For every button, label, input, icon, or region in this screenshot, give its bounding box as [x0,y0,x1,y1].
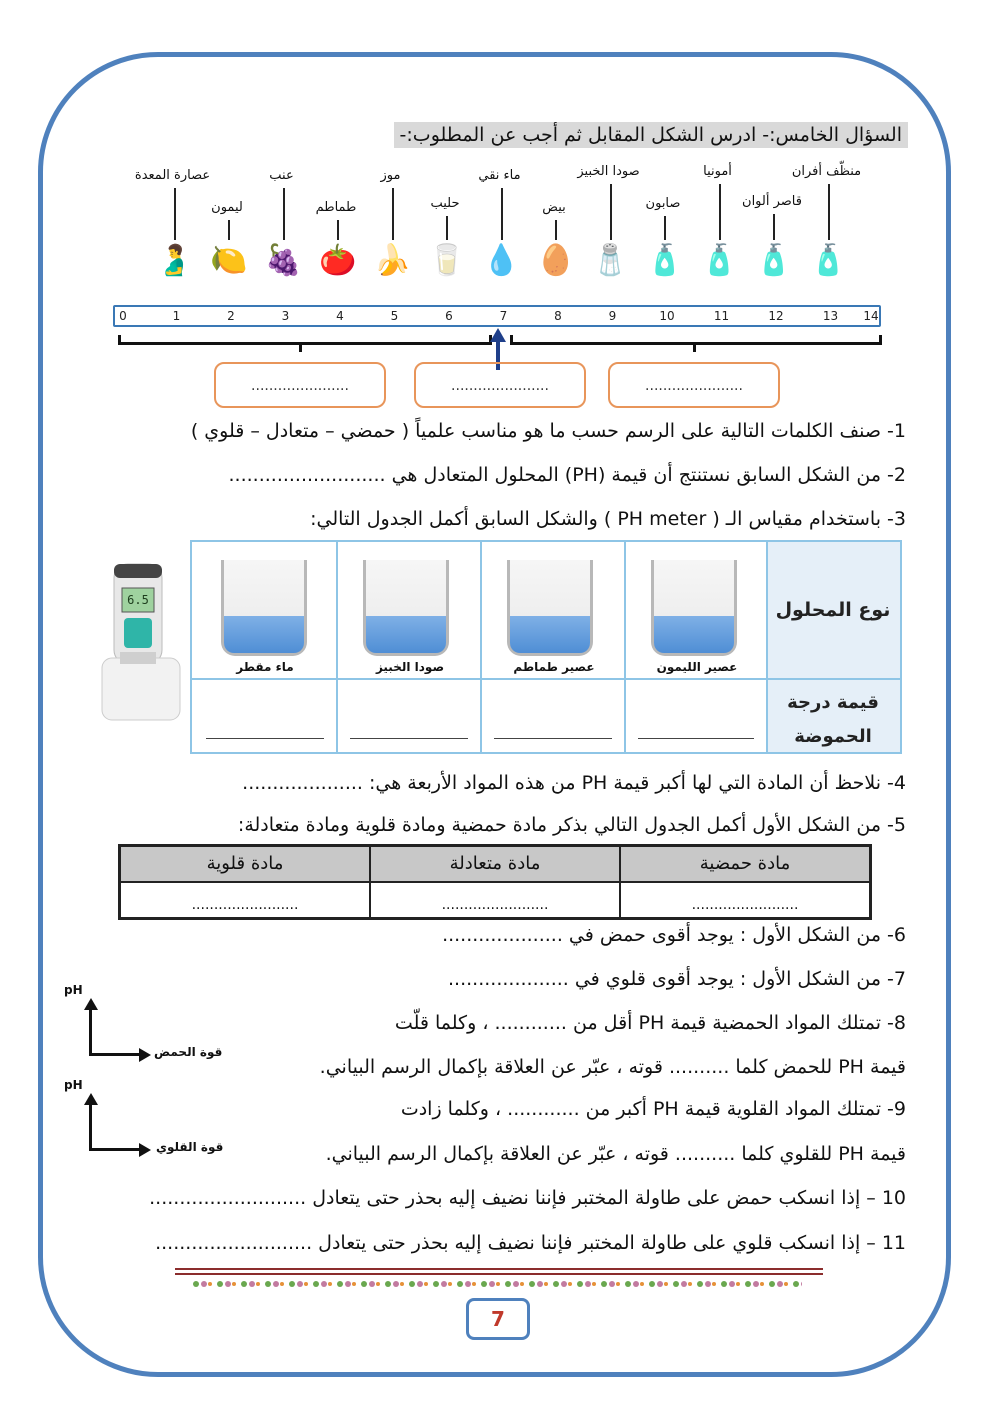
question-2: 2- من الشكل السابق نستنتج أن قيمة (PH) المحلول المتعادل هي .......................... [228,464,906,486]
beaker-icon [651,560,737,656]
lemon-icon: 🍋 [210,243,248,278]
water-bottle-icon: 💧 [482,243,521,278]
blank-basic[interactable]: ........................ [120,882,370,918]
graph1-y-label: pH [64,983,83,997]
page-number: 7 [466,1298,530,1340]
scale-item-pointer [283,188,285,240]
ph-tick-label: 14 [863,309,879,323]
graph2-x-label: قوة القلوي [156,1140,224,1154]
graph1-x-axis [89,1053,141,1056]
scale-item-label: ليمون [211,200,243,215]
stomach-icon: 🫃 [155,243,194,278]
footer-rule [175,1273,823,1275]
ph-tick-label: 10 [659,309,675,323]
ph-meter-display: 6.5 [127,593,149,607]
scale-item-pointer [773,214,775,240]
scale-item-label: موز [380,168,401,183]
graph1-x-label: قوة الحمض [154,1045,223,1059]
graph1-y-axis [89,1008,92,1056]
header-basic: مادة قلوية [120,846,370,882]
question-8b: قيمة PH للحمض كلما .......... قوته ، عبّر عن العلاقة بإكمال الرسم البياني. [319,1056,906,1078]
question-4: 4- نلاحظ أن المادة التي لها أكبر قيمة PH من هذه المواد الأربعة هي: .................... [242,772,906,794]
ph-tick-label: 6 [445,309,453,323]
scale-item-label: ماء نقي [478,168,521,183]
scale-item-pointer [228,220,230,240]
answer-box-basic[interactable]: ...................... [608,362,780,408]
ph-tick-label: 12 [768,309,784,323]
acid-brace [118,335,492,345]
question-6: 6- من الشكل الأول : يوجد أقوى حمض في .................... [442,924,906,946]
ph-tick-label: 11 [713,309,730,323]
graph2-x-axis [89,1148,141,1151]
scale-item-pointer [719,184,721,240]
grapes-icon: 🍇 [264,243,303,278]
answer-box-neutral[interactable]: ...................... [414,362,586,408]
footer-rule [175,1268,823,1270]
ph-tick-label: 5 [390,309,399,323]
row-header-acidity-value: قيمة درجة الحموضة [766,680,900,752]
graph2-y-label: pH [64,1078,83,1092]
blank-acidic[interactable]: ........................ [620,882,870,918]
scale-item-label: صابون [645,196,681,211]
materials-table [118,844,872,920]
row-header-solution-type: نوع المحلول [766,542,900,678]
scale-item-label: عنب [269,168,294,183]
scale-item-pointer [392,188,394,240]
scale-item-pointer [174,188,176,240]
question-5: 5- من الشكل الأول أكمل الجدول التالي بذكر مادة حمضية ومادة قلوية ومادة متعادلة: [237,814,906,836]
question-10: 10 – إذا انسكب حمض على طاولة المختبر فإننا نضيف إليه بحذر حتى يتعادل .......................... [149,1187,906,1209]
beaker-label-lemon: عصير الليمون [656,660,738,674]
scale-item-pointer [446,216,448,240]
answer-line[interactable] [638,738,754,739]
base-brace [510,335,882,345]
eggs-icon: 🥚 [537,243,575,278]
graph2-y-axis [89,1103,92,1151]
question-11: 11 – إذا انسكب قلوي على طاولة المختبر فإننا نضيف إليه بحذر حتى يتعادل .......................... [155,1232,906,1254]
ph-tick-label: 0 [119,309,127,323]
scale-item-pointer [828,184,830,240]
header-acidic: مادة حمضية [620,846,870,882]
ph-scale-bar [113,305,881,327]
scale-item-pointer [664,216,666,240]
bleach-icon: 🧴 [755,243,793,278]
ph-tick-label: 3 [281,309,290,323]
answer-line[interactable] [494,738,612,739]
scale-item-label: صودا الخبيز [577,164,640,179]
baking-soda-icon: 🧂 [591,243,630,278]
beaker-icon [363,560,449,656]
scale-item-label: حليب [430,196,460,211]
beaker-label-baking-soda: صودا الخبيز [375,660,445,674]
beaker-label-distilled-water: ماء مقطر [236,660,294,674]
ph-tick-label: 7 [499,309,508,323]
ph-tick-label: 9 [608,309,617,323]
graph1-x-arrow-icon [139,1048,151,1062]
question-3: 3- باستخدام مقياس الـ ( PH meter ) والشكل السابق أكمل الجدول التالي: [310,508,906,530]
scale-item-label: قاصر ألوان [742,194,802,209]
question-1: 1- صنف الكلمات التالية على الرسم حسب ما هو مناسب علمياً ( حمضي – متعادل – قلوي ) [190,420,906,442]
milk-icon: 🥛 [428,243,466,278]
ph-tick-label: 2 [227,309,235,323]
scale-item-pointer [555,220,557,240]
beaker-table [190,540,902,754]
question-9a: 9- تمتلك المواد القلوية قيمة PH أكبر من ............ ، وكلما زادت [400,1098,906,1120]
scale-item-pointer [337,220,339,240]
answer-line[interactable] [206,738,324,739]
question-heading: السؤال الخامس:- ادرس الشكل المقابل ثم أجب عن المطلوب:- [394,122,908,148]
ph-tick-label: 8 [554,309,562,323]
ph-meter-icon [100,562,182,722]
oven-cleaner-icon: 🧴 [809,243,848,278]
scale-item-label: أمونيا [703,164,732,179]
beaker-label-tomato: عصير طماطم [513,660,595,674]
question-8a: 8- تمتلك المواد الحمضية قيمة PH أقل من ............ ، وكلما قلّت [394,1012,906,1034]
beaker-icon [507,560,593,656]
blank-neutral[interactable]: ........................ [370,882,620,918]
graph2-x-arrow-icon [139,1143,151,1157]
header-neutral: مادة متعادلة [370,846,620,882]
base-brace-tip [693,344,696,352]
scale-item-label: عصارة المعدة [134,168,211,183]
scale-item-label: طماطم [315,200,357,215]
tomato-icon: 🍅 [319,243,357,278]
banana-icon: 🍌 [373,243,412,278]
ph-tick-label: 1 [172,309,181,323]
answer-line[interactable] [350,738,468,739]
question-7: 7- من الشكل الأول : يوجد أقوى قلوي في .................... [448,968,906,990]
ph-tick-label: 13 [822,309,839,323]
answer-box-acidic[interactable]: ...................... [214,362,386,408]
beaker-icon [221,560,307,656]
scale-item-pointer [610,184,612,240]
acid-brace-tip [299,344,302,352]
question-9b: قيمة PH للقلوي كلما .......... قوته ، عبّر عن العلاقة بإكمال الرسم البياني. [325,1143,906,1165]
scale-item-pointer [501,188,503,240]
scale-item-label: بيض [542,200,566,215]
ph-tick-label: 4 [336,309,344,323]
scale-item-label: منظّف أفران [791,164,862,179]
decorative-border-icon [190,1279,802,1289]
ammonia-icon: 🧴 [700,243,739,278]
soap-icon: 🧴 [646,243,684,278]
